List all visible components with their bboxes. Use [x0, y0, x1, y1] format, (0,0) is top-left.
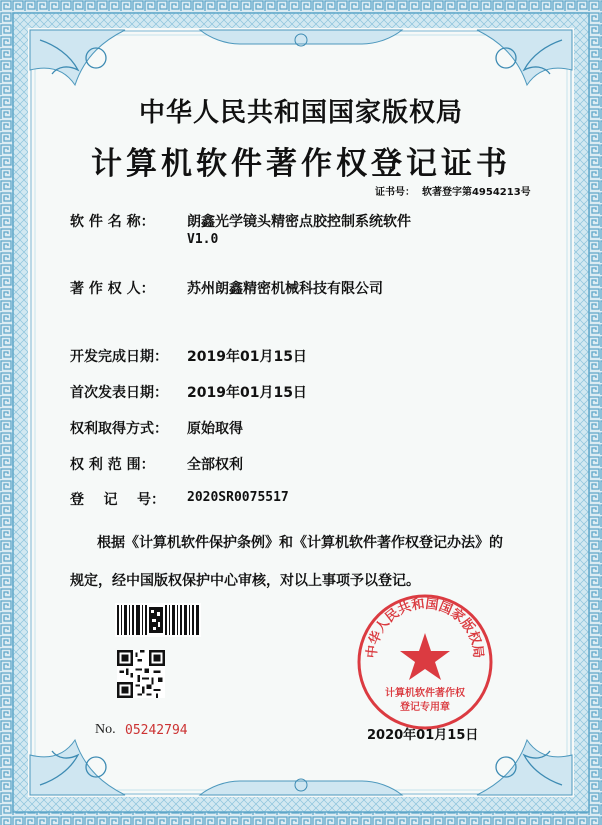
development-date-value: 2019年01月15日 [187, 349, 307, 365]
publication-date-label: 首次发表日期： [70, 385, 168, 401]
official-red-seal [356, 593, 494, 731]
development-date-label: 开发完成日期： [70, 349, 168, 365]
serial-number-value: 05242794 [125, 723, 188, 738]
certificate-title: 计算机软件著作权登记证书 [91, 146, 511, 182]
software-name-value: 朗鑫光学镜头精密点胶控制系统软件 [187, 214, 411, 230]
barcode-image [115, 603, 201, 637]
copyright-owner-label: 著 作 权 人： [70, 281, 155, 297]
certificate-number-label: 证书号： [375, 187, 415, 198]
rights-scope-label: 权 利 范 围： [70, 457, 155, 473]
qr-code-image [117, 650, 165, 698]
seal-arc-text: 中华人民共和国国家版权局 [364, 596, 486, 659]
software-name-label: 软 件 名 称： [70, 214, 155, 230]
registration-number-label: 登 记 号： [70, 492, 165, 508]
acquisition-method-label: 权利取得方式： [70, 421, 168, 437]
software-version-value: V1.0 [187, 232, 219, 247]
statement-line-1: 根据《计算机软件保护条例》和《计算机软件著作权登记办法》的 [97, 535, 503, 551]
registration-number-value: 2020SR0075517 [187, 490, 289, 505]
serial-number-label: No. [95, 722, 116, 737]
statement-line-2: 规定，经中国版权保护中心审核，对以上事项予以登记。 [70, 573, 420, 589]
copyright-owner-value: 苏州朗鑫精密机械科技有限公司 [187, 281, 383, 297]
certificate-number [375, 183, 531, 198]
issue-date: 2020年01月15日 [367, 728, 479, 743]
certificate-number-value: 软著登字第4954213号 [421, 187, 531, 198]
publication-date-value: 2019年01月15日 [187, 385, 307, 401]
rights-scope-value: 全部权利 [187, 457, 243, 473]
acquisition-method-value: 原始取得 [187, 421, 243, 437]
issuer-title: 中华人民共和国国家版权局 [138, 98, 463, 128]
seal-inner-line-1: 计算机软件著作权 [385, 688, 465, 699]
seal-inner-line-2: 登记专用章 [400, 702, 450, 713]
